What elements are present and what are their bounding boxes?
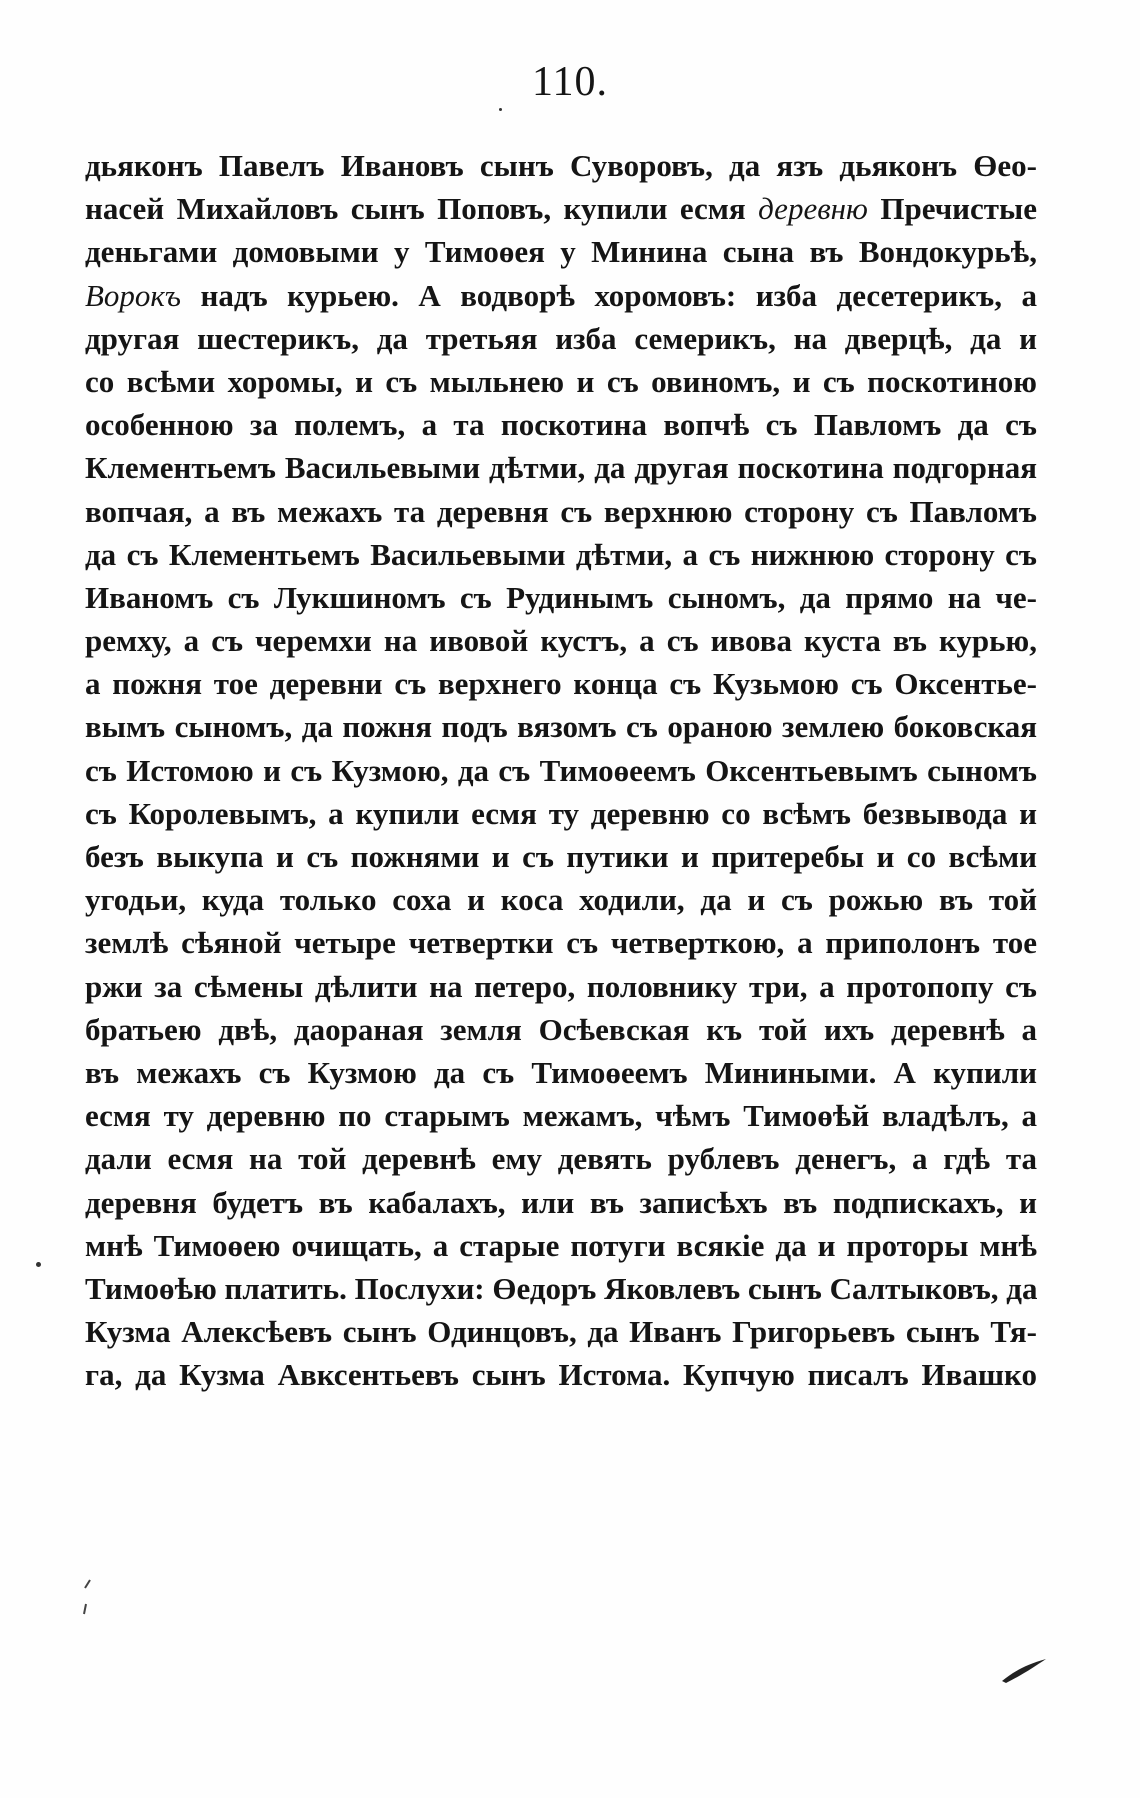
text-line: га, да Кузма Авксентьевъ сынъ Истома. Купчую писалъ Ивашко [85, 1357, 1037, 1393]
text-line: съ Истомою и съ Кузмою, да съ Тимоөеемъ Оксентьевымъ сыномъ [85, 752, 1037, 788]
text-line: вопчая, а въ межахъ та деревня съ верхнюю сторону съ Павломъ [85, 493, 1037, 529]
text-line: дьяконъ Павелъ Ивановъ сынъ Суворовъ, да язъ дьяконъ Өео- [85, 148, 1037, 183]
text-line: деревня будетъ въ кабалахъ, или въ записѣхъ въ подпискахъ, и [85, 1184, 1037, 1220]
page-number: 110. [532, 59, 608, 105]
scan-speck [499, 108, 502, 111]
text-line: братьею двѣ, даораная земля Осѣевская къ той ихъ деревнѣ а [85, 1011, 1037, 1047]
text-line: да съ Клементьемъ Васильевыми дѣтми, а съ нижнюю сторону съ [85, 536, 1037, 572]
text-line: другая шестерикъ, да третьяя изба семерикъ, на дверцѣ, да и [85, 320, 1037, 356]
text-line: особенною за полемъ, а та поскотина вопчѣ съ Павломъ да съ [85, 407, 1037, 443]
scan-mark [80, 1578, 94, 1618]
text-line: угодьи, куда только соха и коса ходили, да и съ рожью въ той [85, 882, 1037, 918]
scan-speck [36, 1262, 41, 1267]
text-line: землѣ сѣяной четыре четвертки съ четверткою, а приполонъ тое [85, 925, 1037, 961]
text-line: ремху, а съ черемхи на ивовой кустъ, а съ ивова куста въ курью, [85, 623, 1037, 659]
text-line: вымъ сыномъ, да пожня подъ вязомъ съ ораною землею боковская [85, 709, 1037, 745]
italic-word: деревню [758, 191, 868, 227]
ink-smudge [1000, 1655, 1050, 1685]
text-line: въ межахъ съ Кузмою да съ Тимоөеемъ Миниными. А купили [85, 1054, 1037, 1090]
text-line: съ Королевымъ, а купили есмя ту деревню со всѣмъ безвывода и [85, 795, 1037, 831]
text-line: дали есмя на той деревнѣ ему девять рублевъ денегъ, а гдѣ та [85, 1141, 1037, 1177]
text-line: есмя ту деревню по старымъ межамъ, чѣмъ Тимоөѣй владѣлъ, а [85, 1098, 1037, 1134]
text-line: насей Михайловъ сынъ Поповъ, купили есмя деревню Пречистые [85, 191, 1037, 227]
text-line: Тимоөѣю платить. Послухи: Өедоръ Яковлевъ сынъ Салтыковъ, да [85, 1270, 1037, 1306]
text-line: а пожня тое деревни съ верхнего конца съ Кузьмою съ Оксентье- [85, 666, 1037, 702]
text-line: безъ выкупа и съ пожнями и съ путики и притеребы и со всѣми [85, 839, 1037, 874]
text-line: Клементьемъ Васильевыми дѣтми, да другая поскотина подгорная [85, 450, 1037, 486]
text-line: мнѣ Тимоөею очищать, а старые потуги всякіе да и проторы мнѣ [85, 1227, 1037, 1263]
text-line: Иваномъ съ Лукшиномъ съ Рудинымъ сыномъ, да прямо на че- [85, 579, 1037, 615]
body-text [85, 144, 1037, 1396]
text-line: ржи за сѣмены дѣлити на петеро, половнику три, а протопопу съ [85, 968, 1037, 1004]
text-line: деньгами домовыми у Тимоөея у Минина сына въ Вондокурьѣ, [85, 234, 1037, 270]
text-line: со всѣми хоромы, и съ мыльнею и съ овиномъ, и съ поскотиною [85, 363, 1037, 399]
text-line: Ворокъ надъ курьею. А водворѣ хоромовъ: изба десетерикъ, а [85, 277, 1037, 313]
text-line: Кузма Алексѣевъ сынъ Одинцовъ, да Иванъ Григорьевъ сынъ Тя- [85, 1314, 1037, 1350]
italic-word: Ворокъ [85, 277, 182, 313]
